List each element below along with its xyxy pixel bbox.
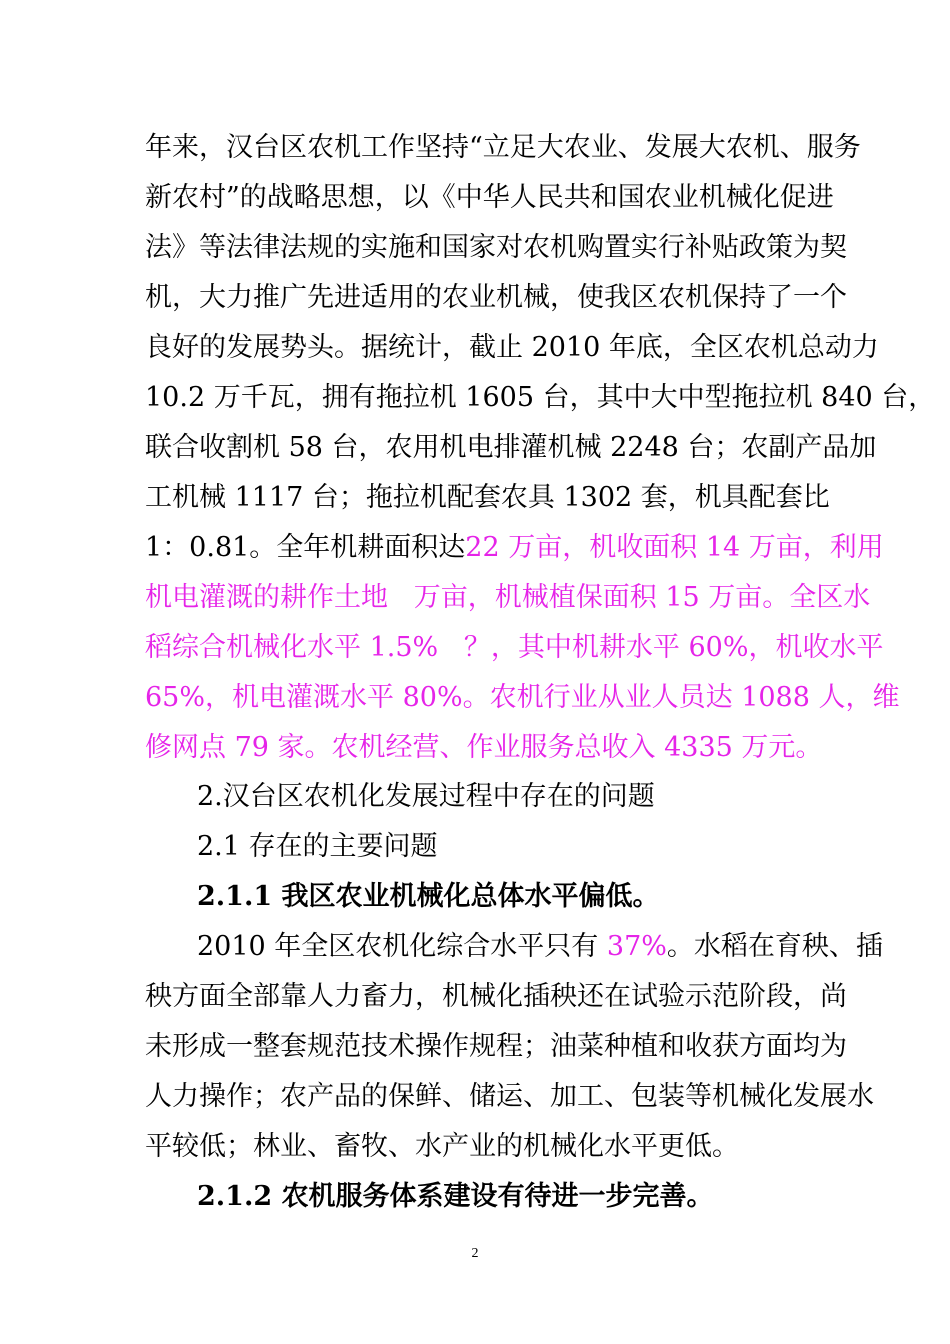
section-heading: 2.汉台区农机化发展过程中存在的问题 [197,781,655,812]
body-line-highlighted: 修网点 79 家。农机经营、作业服务总收入 4335 万元。 [145,732,823,763]
subsubsection-heading: 2.1.2 农机服务体系建设有待进一步完善。 [197,1181,714,1212]
highlighted-text: 22 万亩，机收面积 14 万亩，利用 [465,532,884,563]
body-line-highlighted: 稻综合机械化水平 1.5% ？，其中机耕水平 60%，机收水平 [145,632,884,663]
body-line: 机，大力推广先进适用的农业机械，使我区农机保持了一个 [145,282,847,313]
body-line: 年来，汉台区农机工作坚持“立足大农业、发展大农机、服务 [145,132,861,163]
body-line-highlighted: 65%，机电灌溉水平 80%。农机行业从业人员达 1088 人，维 [145,682,900,713]
subsection-heading: 2.1 存在的主要问题 [197,831,438,862]
highlighted-text: 37% [606,931,667,962]
body-line: 1：0.81。全年机耕面积达22 万亩，机收面积 14 万亩，利用 [145,532,884,563]
body-line-highlighted: 机电灌溉的耕作土地 万亩，机械植保面积 15 万亩。全区水 [145,582,871,613]
body-line: 工机械 1117 台；拖拉机配套农具 1302 套，机具配套比 [145,482,830,513]
body-line: 法》等法律法规的实施和国家对农机购置实行补贴政策为契 [145,232,847,263]
body-line: 良好的发展势头。据统计，截止 2010 年底，全区农机总动力 [145,332,879,363]
subsubsection-heading: 2.1.1 我区农业机械化总体水平偏低。 [197,881,660,912]
body-line: 秧方面全部靠人力畜力，机械化插秧还在试验示范阶段，尚 [145,981,847,1012]
body-line: 2010 年全区农机化综合水平只有 37%。水稻在育秧、插 [197,931,883,962]
body-line: 联合收割机 58 台，农用机电排灌机械 2248 台；农副产品加 [145,432,877,463]
body-line: 平较低；林业、畜牧、水产业的机械化水平更低。 [145,1131,739,1162]
body-line: 未形成一整套规范技术操作规程；油菜种植和收获方面均为 [145,1031,847,1062]
body-line: 10.2 万千瓦，拥有拖拉机 1605 台，其中大中型拖拉机 840 台， [145,382,936,413]
page-number: 2 [471,1246,479,1261]
body-line: 人力操作；农产品的保鲜、储运、加工、包装等机械化发展水 [145,1081,874,1112]
body-line: 新农村”的战略思想，以《中华人民共和国农业机械化促进 [145,182,834,213]
